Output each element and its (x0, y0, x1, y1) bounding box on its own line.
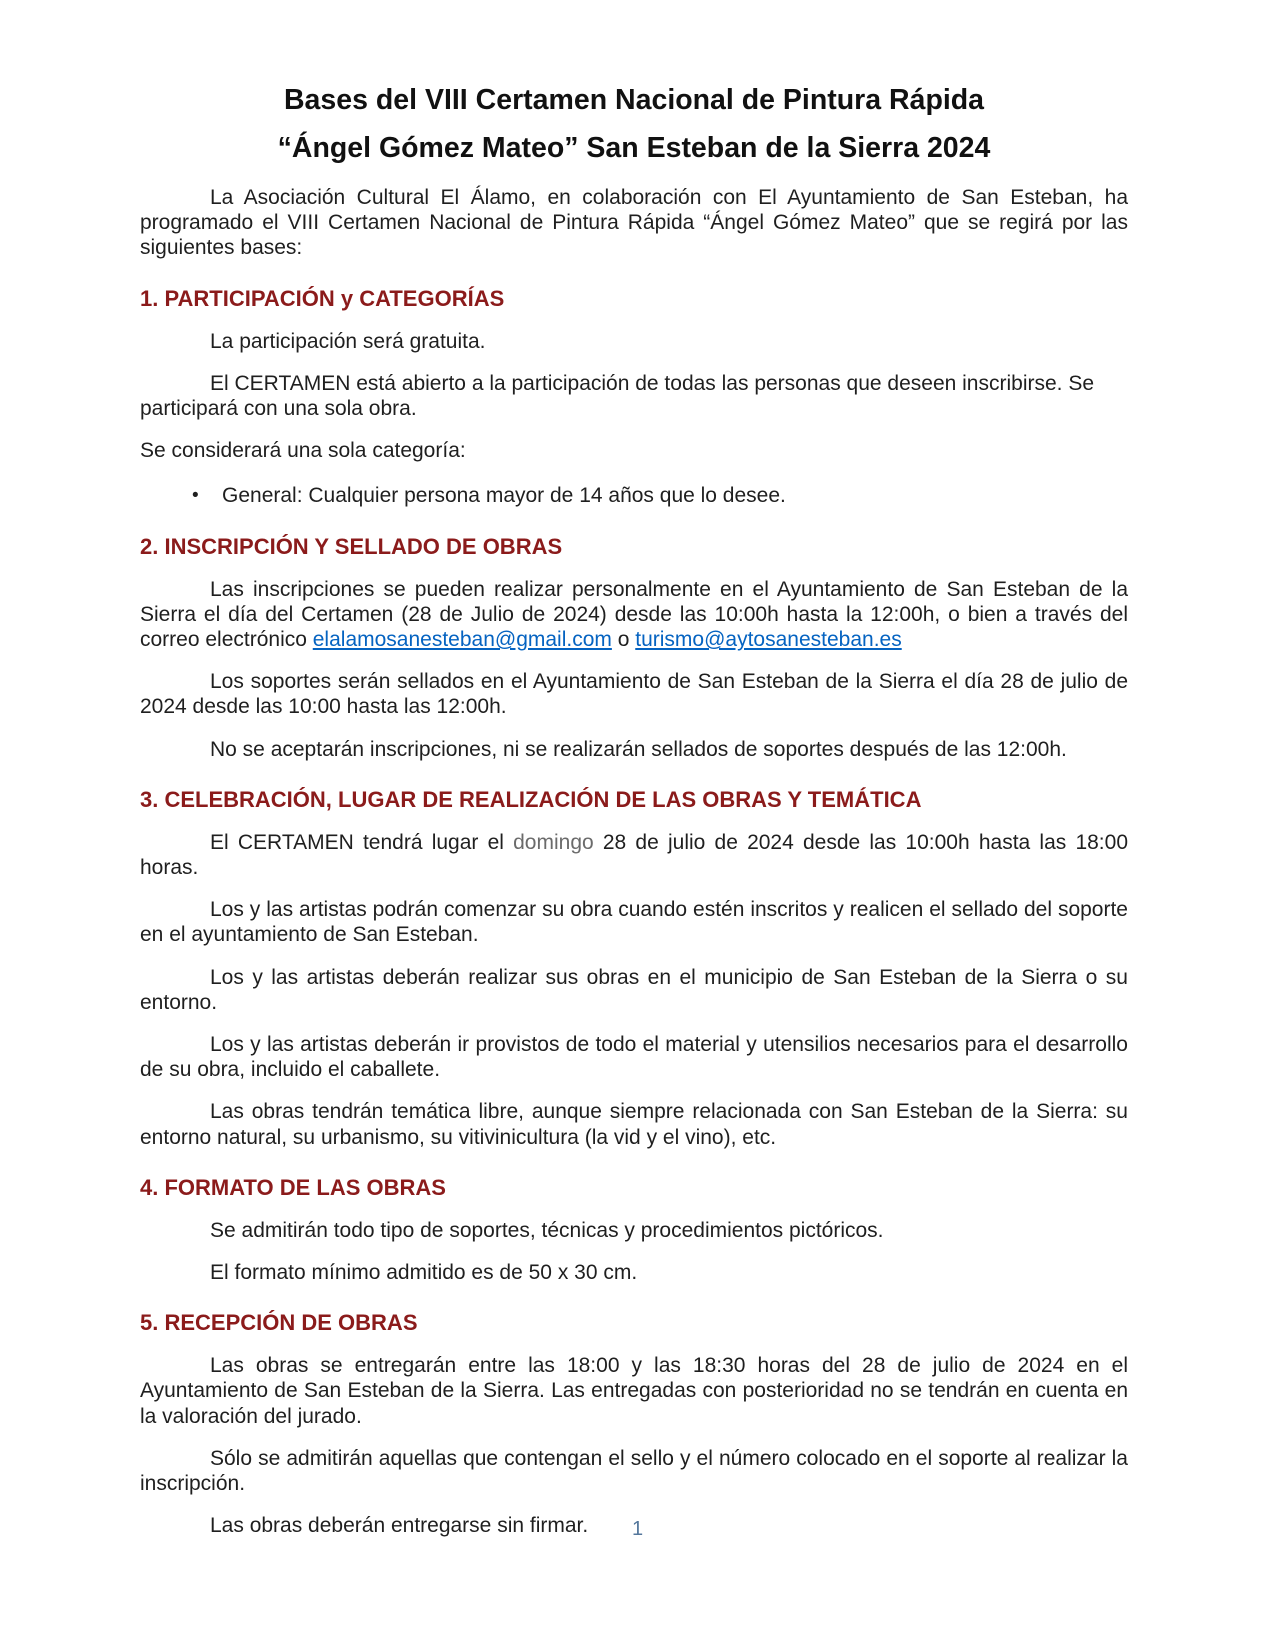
day-word: domingo (513, 830, 594, 854)
section-5-paragraph-1: Las obras se entregarán entre las 18:00 y las 18:30 horas del 28 de julio de 2024 en el Ayuntamiento de San Esteban de la Sierra. Las entregadas con posterioridad no se tendrán en cuenta en la valoración del jurado. (140, 1354, 1128, 1428)
section-2-paragraph-1 (140, 577, 1128, 653)
bullet-item-text: General: Cualquier persona mayor de 14 años que lo desee. (222, 484, 786, 508)
bullet-item (140, 483, 1128, 508)
section-3-paragraph-2: Los y las artistas podrán comenzar su obra cuando estén inscritos y realicen el sellado del soporte en el ayuntamiento de San Esteban. (140, 898, 1128, 947)
section-3-heading: 3. CELEBRACIÓN, LUGAR DE REALIZACIÓN DE LAS OBRAS Y TEMÁTICA (140, 786, 922, 812)
section-3-paragraph-1 (140, 830, 1128, 880)
section-5-paragraph-3: Las obras deberán entregarse sin firmar. (210, 1514, 589, 1538)
email-link-turismo[interactable]: turismo@aytosanesteban.es (635, 628, 902, 652)
section-5-heading: 5. RECEPCIÓN DE OBRAS (140, 1310, 418, 1336)
section-4-heading: 4. FORMATO DE LAS OBRAS (140, 1174, 446, 1200)
section-1-paragraph-3: Se considerará una sola categoría: (140, 439, 466, 463)
section-3-paragraph-4: Los y las artistas deberán ir provistos de todo el material y utensilios necesarios para el desarrollo de su obra, incluido el caballete. (140, 1033, 1128, 1082)
document-title-line1: Bases del VIII Certamen Nacional de Pintura Rápida (283, 84, 985, 116)
section-3-paragraph-1-pre: El CERTAMEN tendrá lugar el (210, 830, 514, 854)
intro-paragraph: La Asociación Cultural El Álamo, en colaboración con El Ayuntamiento de San Esteban, ha programado el VIII Certamen Nacional de Pintura Rápida “Ángel Gómez Mateo” que se regirá por las siguientes bases: (140, 186, 1128, 260)
section-4-paragraph-1: Se admitirán todo tipo de soportes, técnicas y procedimientos pictóricos. (210, 1218, 884, 1242)
section-2-paragraph-1-text: Las inscripciones se pueden realizar personalmente en el Ayuntamiento de San Esteban de la Sierra el día del Certamen (28 de Julio de 2024) desde las 10:00h hasta la 12:00h, o bien a través del correo electrónico (140, 577, 1128, 652)
document-title-line2: “Ángel Gómez Mateo” San Esteban de la Sierra 2024 (277, 132, 991, 164)
section-5-paragraph-2: Sólo se admitirán aquellas que contengan el sello y el número colocado en el soporte al realizar la inscripción. (140, 1446, 1128, 1496)
bullet-icon: • (192, 485, 199, 507)
section-1-paragraph-1: La participación será gratuita. (210, 329, 486, 353)
section-4-paragraph-2: El formato mínimo admitido es de 50 x 30 cm. (210, 1261, 638, 1285)
section-3-paragraph-5: Las obras tendrán temática libre, aunque siempre relacionada con San Esteban de la Sierra: su entorno natural, su urbanismo, su vitivinicultura (la vid y el vino), etc. (140, 1100, 1128, 1149)
section-2-paragraph-2: Los soportes serán sellados en el Ayuntamiento de San Esteban de la Sierra el día 28 de julio de 2024 desde las 10:00 hasta las 12:00h. (140, 670, 1128, 719)
section-2-paragraph-1-separator: o (611, 628, 636, 652)
section-1-heading: 1. PARTICIPACIÓN y CATEGORÍAS (140, 285, 505, 311)
section-1-paragraph-2: El CERTAMEN está abierto a la participación de todas las personas que deseen inscribirse. Se participará con una sola obra. (140, 371, 1095, 421)
section-3-paragraph-3: Los y las artistas deberán realizar sus obras en el municipio de San Esteban de la Sierra o su entorno. (140, 965, 1128, 1014)
section-3-paragraph-1-post: 28 de julio de 2024 desde las 10:00h hasta las 18:00 horas. (140, 830, 1128, 880)
section-2-heading: 2. INSCRIPCIÓN Y SELLADO DE OBRAS (140, 533, 563, 559)
email-link-elalamo[interactable]: elalamosanesteban@gmail.com (312, 628, 612, 652)
section-2-paragraph-3: No se aceptarán inscripciones, ni se realizarán sellados de soportes después de las 12:00h. (210, 737, 1067, 761)
page-number: 1 (631, 1518, 644, 1540)
